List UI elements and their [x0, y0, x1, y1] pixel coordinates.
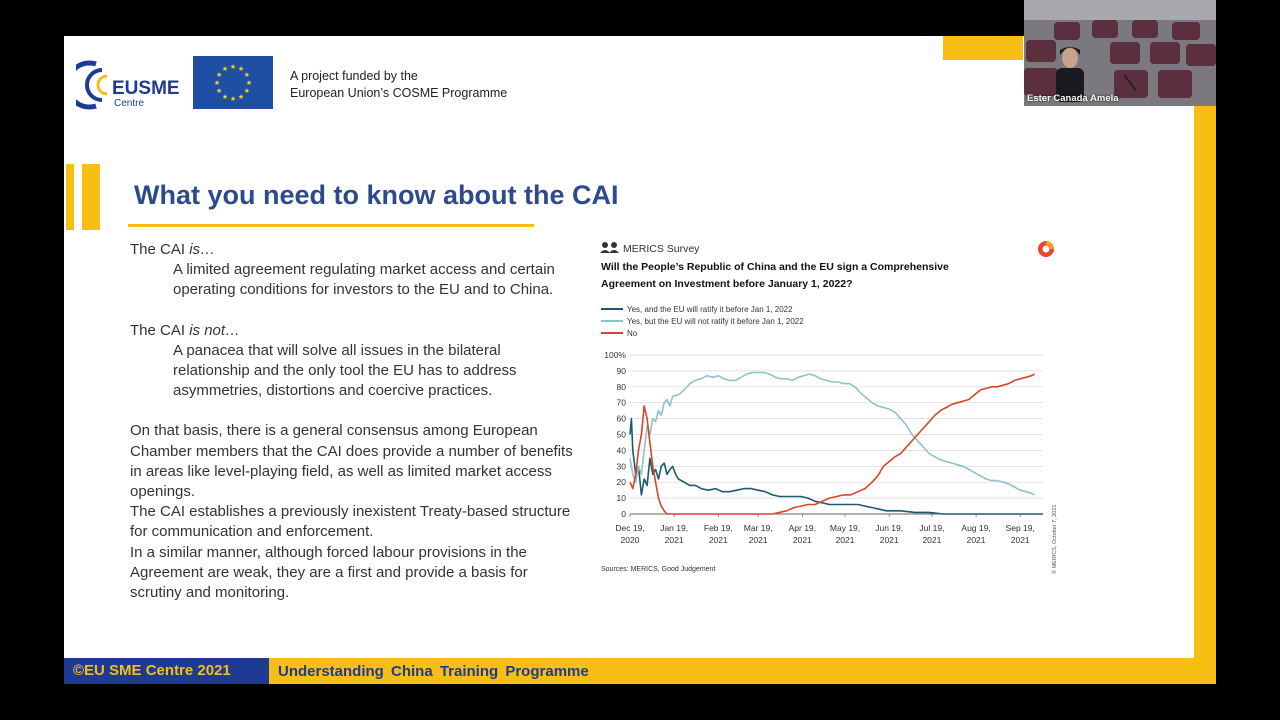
- x-tick-label: Jun 19,: [875, 523, 904, 533]
- y-tick-label: 80: [616, 381, 626, 392]
- x-tick-label: Mar 19,: [743, 523, 773, 533]
- chart-source: Sources: MERICS, Good Judgement: [601, 566, 716, 573]
- x-tick-year: 2021: [664, 535, 684, 545]
- is-text: A limited agreement regulating market access and certain operating conditions for investors to the EU and to China.: [173, 261, 555, 299]
- y-tick-label: 0: [621, 509, 626, 519]
- x-tick-year: 2021: [708, 535, 728, 545]
- x-tick-year: 2021: [1010, 535, 1030, 545]
- x-tick-label: Aug 19,: [961, 523, 991, 533]
- x-tick-year: 2021: [748, 535, 768, 545]
- chart-y-axis: [604, 350, 626, 519]
- flag-star: ★: [243, 72, 250, 79]
- project-line-1: A project funded by the: [290, 69, 418, 83]
- participant-name: Ester Canada Amela: [1027, 93, 1119, 104]
- footer-programme: Understanding China Training Programme: [278, 663, 589, 680]
- title-underline: [128, 224, 534, 227]
- flag-star: ★: [221, 66, 229, 74]
- paragraph-consensus: On that basis, there is a general consensus among European Chamber members that the CAI does provide a number of benefits in areas like level-playing field, as well as limited market access openings.: [130, 422, 573, 501]
- x-tick-label: Apr 19,: [788, 523, 817, 533]
- x-tick-year: 2021: [835, 535, 855, 545]
- y-tick-label: 40: [616, 445, 626, 456]
- y-tick-label: 100%: [604, 350, 626, 360]
- project-line-2: European Union’s COSME Programme: [290, 86, 508, 100]
- chart-title: [601, 261, 949, 290]
- isnot-heading: The CAI is not…: [130, 321, 241, 339]
- y-tick-label: 90: [616, 365, 626, 376]
- x-tick-label: Jul 19,: [919, 523, 945, 533]
- chart-x-axis: [615, 514, 1035, 545]
- y-tick-label: 10: [616, 493, 626, 504]
- x-tick-label: Dec 19,: [615, 523, 645, 533]
- series-line: [630, 373, 1035, 495]
- legend-label: Yes, but the EU will not ratify it before Jan 1, 2022: [627, 317, 804, 326]
- is-heading: The CAI is…: [130, 241, 216, 258]
- chart-legend: [601, 305, 804, 338]
- x-tick-year: 2021: [966, 535, 986, 545]
- x-tick-label: Feb 19,: [703, 523, 733, 533]
- logo-sub: Centre: [114, 98, 145, 109]
- x-tick-year: 2021: [922, 535, 942, 545]
- chart-title-line: Will the People’s Republic of China and the EU sign a Comprehensive: [601, 261, 949, 273]
- footer-copyright: ©EU SME Centre 2021: [64, 658, 269, 684]
- flag-star: ★: [229, 96, 237, 103]
- right-accent-bar: [1194, 106, 1216, 658]
- slide-body: [130, 240, 580, 603]
- footer-bar: [64, 658, 1216, 684]
- paragraph-treaty: The CAI establishes a previously inexistent Treaty-based structure for communication and enforcement.: [130, 503, 571, 541]
- x-tick-year: 2021: [792, 535, 812, 545]
- y-tick-label: 30: [616, 461, 626, 472]
- paragraph-forced-labour: In a similar manner, although forced labour provisions in the Agreement are weak, they are a first and provide a basis for scrutiny and monitoring.: [130, 543, 528, 602]
- isnot-text: A panacea that will solve all issues in the bilateral relationship and the only tool the EU has to address asymmetries, distortions and coercive practices.: [173, 341, 517, 400]
- series-line: [630, 374, 1035, 514]
- flag-star: ★: [221, 93, 229, 101]
- webcam-video-icon: [1024, 0, 1216, 106]
- x-tick-label: May 19,: [829, 523, 861, 533]
- chart-title-line: Agreement on Investment before January 1, 2022?: [601, 278, 853, 290]
- project-funding-text: [290, 68, 507, 102]
- flag-star: ★: [243, 88, 250, 95]
- people-icon: [600, 242, 619, 253]
- slide-title: What you need to know about the CAI: [134, 180, 619, 210]
- y-tick-label: 50: [616, 429, 626, 440]
- flag-star: ★: [237, 66, 245, 74]
- x-tick-year: 2020: [620, 535, 640, 545]
- survey-label: MERICS Survey: [623, 243, 700, 255]
- flag-star: ★: [245, 80, 253, 87]
- x-tick-label: Jan 19,: [660, 523, 689, 533]
- y-tick-label: 20: [616, 477, 626, 488]
- x-tick-label: Sep 19,: [1005, 523, 1035, 533]
- flag-star: ★: [213, 80, 221, 87]
- y-tick-label: 70: [616, 397, 626, 408]
- y-tick-label: 60: [616, 413, 626, 424]
- merics-survey-chart: [596, 236, 1066, 581]
- top-accent-bar: [943, 36, 1023, 60]
- chart-series: [630, 373, 1043, 515]
- webcam-tile[interactable]: [1024, 0, 1216, 106]
- legend-label: Yes, and the EU will ratify it before Jan 1, 2022: [627, 305, 793, 314]
- flag-star: ★: [216, 88, 223, 95]
- logo-text: EUSME: [112, 78, 180, 99]
- flag-star: ★: [216, 72, 223, 79]
- flag-star: ★: [229, 64, 237, 71]
- title-bars-icon: [66, 164, 100, 230]
- x-tick-year: 2021: [879, 535, 899, 545]
- eusme-logo-icon: [76, 56, 184, 110]
- eu-flag-icon: [193, 56, 273, 109]
- chart-copyright: © MERICS, October 7, 2021: [1052, 504, 1058, 574]
- flag-star: ★: [237, 93, 245, 101]
- legend-label: No: [627, 329, 638, 338]
- chart-grid: [630, 355, 1043, 514]
- merics-logo-icon: [1038, 241, 1054, 257]
